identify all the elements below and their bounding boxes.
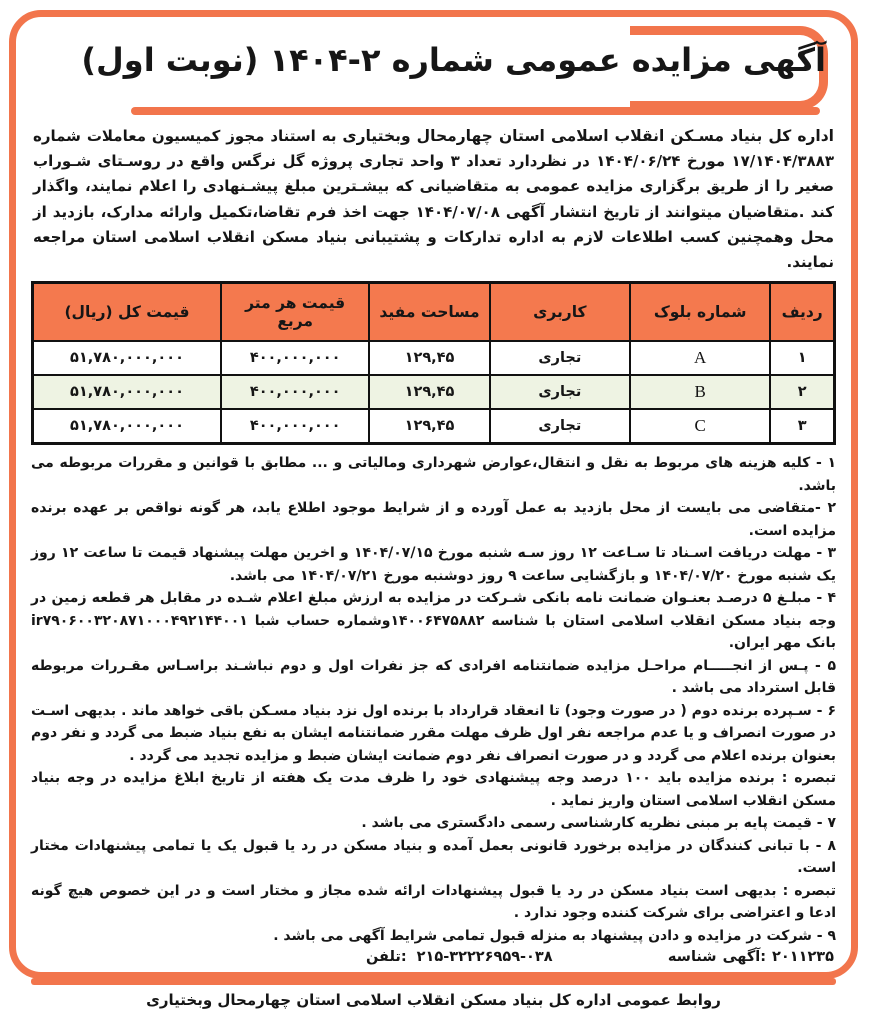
ad-frame xyxy=(9,10,858,1009)
cell-usage: تجاری xyxy=(490,375,630,409)
col-header-row-number: ردیف xyxy=(770,283,834,342)
cell-unit-price: ۴۰۰,۰۰۰,۰۰۰ xyxy=(221,341,369,375)
organization-name: اداره کل بنیاد مسـکن انقلاب اسلامی استان چهارمحال وبختیاری xyxy=(342,127,834,145)
lots-table xyxy=(31,281,836,445)
phone-label: تلفن: xyxy=(366,949,407,966)
note-item-5: ۵ - پـس از انجـــــام مراحـل مزایده ضمانتنامه افرادی که جز نفرات اول و دوم نباشـند براسـاس مقـررات مربوطه قابل استرداد می باشد . xyxy=(31,657,836,697)
col-header-block-number: شماره بلوک xyxy=(630,283,770,342)
cell-block: C xyxy=(630,409,770,444)
cell-total-price: ۵۱,۷۸۰,۰۰۰,۰۰۰ xyxy=(33,375,222,409)
cell-area: ۱۲۹,۴۵ xyxy=(369,409,489,444)
cell-total-price: ۵۱,۷۸۰,۰۰۰,۰۰۰ xyxy=(33,409,222,444)
title-divider-rule xyxy=(131,107,820,115)
ad-id-label: شناسه xyxy=(667,949,717,966)
note-item-8: ۸ - با تبانی کنندگان در مزایده برخورد قانونی بعمل آمده و بنیاد مسکن در رد یا قبول یک یا تمامی پیشنهادات مختار است. xyxy=(31,837,836,877)
cell-usage: تجاری xyxy=(490,409,630,444)
terms-list xyxy=(31,452,836,947)
cell-area: ۱۲۹,۴۵ xyxy=(369,375,489,409)
cell-block: A xyxy=(630,341,770,375)
footer-divider-rule xyxy=(31,978,836,985)
cell-unit-price: ۴۰۰,۰۰۰,۰۰۰ xyxy=(221,375,369,409)
cell-usage: تجاری xyxy=(490,341,630,375)
note-item-6: ۶ - سـپرده برنده دوم ( در صورت وجود) تا انعقاد قرارداد با برنده اول نزد بنیاد مسـکن باقی خواهد ماند . بدیهی اسـت در صورت انصراف و یا عدم مراجعه نفر اول ظرف مهلت مقرر ضمانتنامه ایشان به نفع بنیاد ضبط می گردد و نفر دوم بعنوان برنده اعلام می گردد و در صورت انصراف نفر دوم ضمانت ایشان ضبط و مزایده تجدید می گردد . xyxy=(31,702,836,764)
col-header-price-per-sqm: قیمت هر متر مربع xyxy=(221,283,369,342)
note-item-1: ۱ - کلیه هزینه های مربوط به نقل و انتقال،عوارض شهرداری ومالیاتی و ... مطابق با قوانین و مقررات مربوطه می باشد. xyxy=(31,455,836,494)
cell-row-number: ۲ xyxy=(770,375,834,409)
ad-id-number: ۲۰۱۱۲۳۵ xyxy=(772,949,834,966)
intro-paragraph xyxy=(33,123,834,275)
cell-total-price: ۵۱,۷۸۰,۰۰۰,۰۰۰ xyxy=(33,341,222,375)
note-item-9: ۹ - شرکت در مزایده و دادن پیشنهاد به منزله قبول تمامی شرایط آگهی می باشد . xyxy=(273,927,836,944)
cell-area: ۱۲۹,۴۵ xyxy=(369,341,489,375)
note-remark-2: تبصره : بدیهی است بنیاد مسکن در رد یا قبول پیشنهادات ارائه شده مجاز و مختار است و در این خصوص هیچ گونه ادعا و اعتراضی برای شرکت کننده وجود ندارد . xyxy=(31,882,836,922)
note-remark-1: تبصره : برنده مزایده باید ۱۰۰ درصد وجه پیشنهادی خود را ظرف مدت یک هفته از تاریخ ابلاغ مزایده در وجه بنیاد مسکن انقلاب اسلامی استان واریز نماید . xyxy=(31,770,836,809)
col-header-usage: کاربری xyxy=(490,283,630,342)
contact-row xyxy=(31,949,836,974)
lots-table-header xyxy=(33,283,835,342)
note-item-4: ۴ - مبلـغ ۵ درصـد بعنـوان ضمانت نامه بانکی شـرکت در مزایده به ارزش مبلغ اعلام شـده در مقابل هر قطعه زمین در وجه بنیاد مسکن انقلاب اسلامی استان با شناسه ۱۴۰۰۶۴۷۵۸۸۲وشماره حساب شبا ir۷۹۰۶۰۰۳۲۰۸۷۱۰۰۰۴۹۲۱۴۴۰۰۱ بانک مهر ایران. xyxy=(31,590,836,652)
phone-block xyxy=(366,949,553,965)
page-title: آگهی مزایده عمومی شماره ۲-۱۴۰۴ (نوبت اول) xyxy=(81,41,826,79)
ad-id-block xyxy=(668,949,834,965)
intro-body-text: به استناد مجوز کمیسیون معاملات شماره ۱۷/۱۴۰۴/۳۸۸۳ مورخ ۱۴۰۴/۰۶/۲۴ در نظردارد تعداد ۳ واحد تجاری پروژه گل نرگس واقع در روسـتای شـوراب صغیر را از طریق برگزاری مزایده عمومی به متقاضیانی که بیشـترین مبلغ پیشـنهادی را اعلام نمایند، واگذار کند .متقاضیان میتوانند از تاریخ انتشار آگهی ۱۴۰۴/۰۷/۰۸ جهت اخذ فرم تقاضا،تکمیل وارائه مدارک، بازدید از محل وهمچنین کسب اطلاعات لازم به اداره تدارکات و پشتیبانی بنیاد مسکن انقلاب اسلامی استان مراجعه نمایند. xyxy=(33,127,834,271)
ad-header xyxy=(31,21,836,115)
note-item-7: ۷ - قیمت پایه بر مبنی نظریه کارشناسی رسمی دادگستری می باشد . xyxy=(361,815,836,832)
cell-unit-price: ۴۰۰,۰۰۰,۰۰۰ xyxy=(221,409,369,444)
table-row xyxy=(33,409,835,444)
phone-number: ۲۱۵-۳۲۲۲۶۹۵۹-۰۳۸ xyxy=(416,949,553,966)
footer-public-relations-line: روابط عمومی اداره کل بنیاد مسکن انقلاب اسلامی استان چهارمحال وبختیاری xyxy=(146,991,721,1009)
note-item-3: ۳ - مهلت دریافت اسـناد تا سـاعت ۱۲ روز سـه شنبه مورخ ۱۴۰۴/۰۷/۱۵ و اخرین مهلت پیشنهاد قیمت تا ساعت ۱۲ روز یک شنبه مورخ ۱۴۰۴/۰۷/۲۰ و بازگشایی ساعت ۹ روز دوشنبه مورخ ۱۴۰۴/۰۷/۲۱ می باشد. xyxy=(31,545,836,584)
table-row xyxy=(33,375,835,409)
cell-row-number: ۱ xyxy=(770,341,834,375)
cell-row-number: ۳ xyxy=(770,409,834,444)
col-header-useful-area: مساحت مفید xyxy=(369,283,489,342)
table-header-row xyxy=(33,283,835,342)
col-header-total-price: قیمت کل (ریال) xyxy=(33,283,222,342)
note-item-2: ۲ -متقاضی می بایست از محل بازدید به عمل آورده و از شرایط موجود اطلاع یابد، هر گونه نواقص بر عهده برنده مزایده است. xyxy=(31,500,836,539)
cell-block: B xyxy=(630,375,770,409)
ad-id-label-2: آگهی: xyxy=(722,949,767,966)
table-row xyxy=(33,341,835,375)
